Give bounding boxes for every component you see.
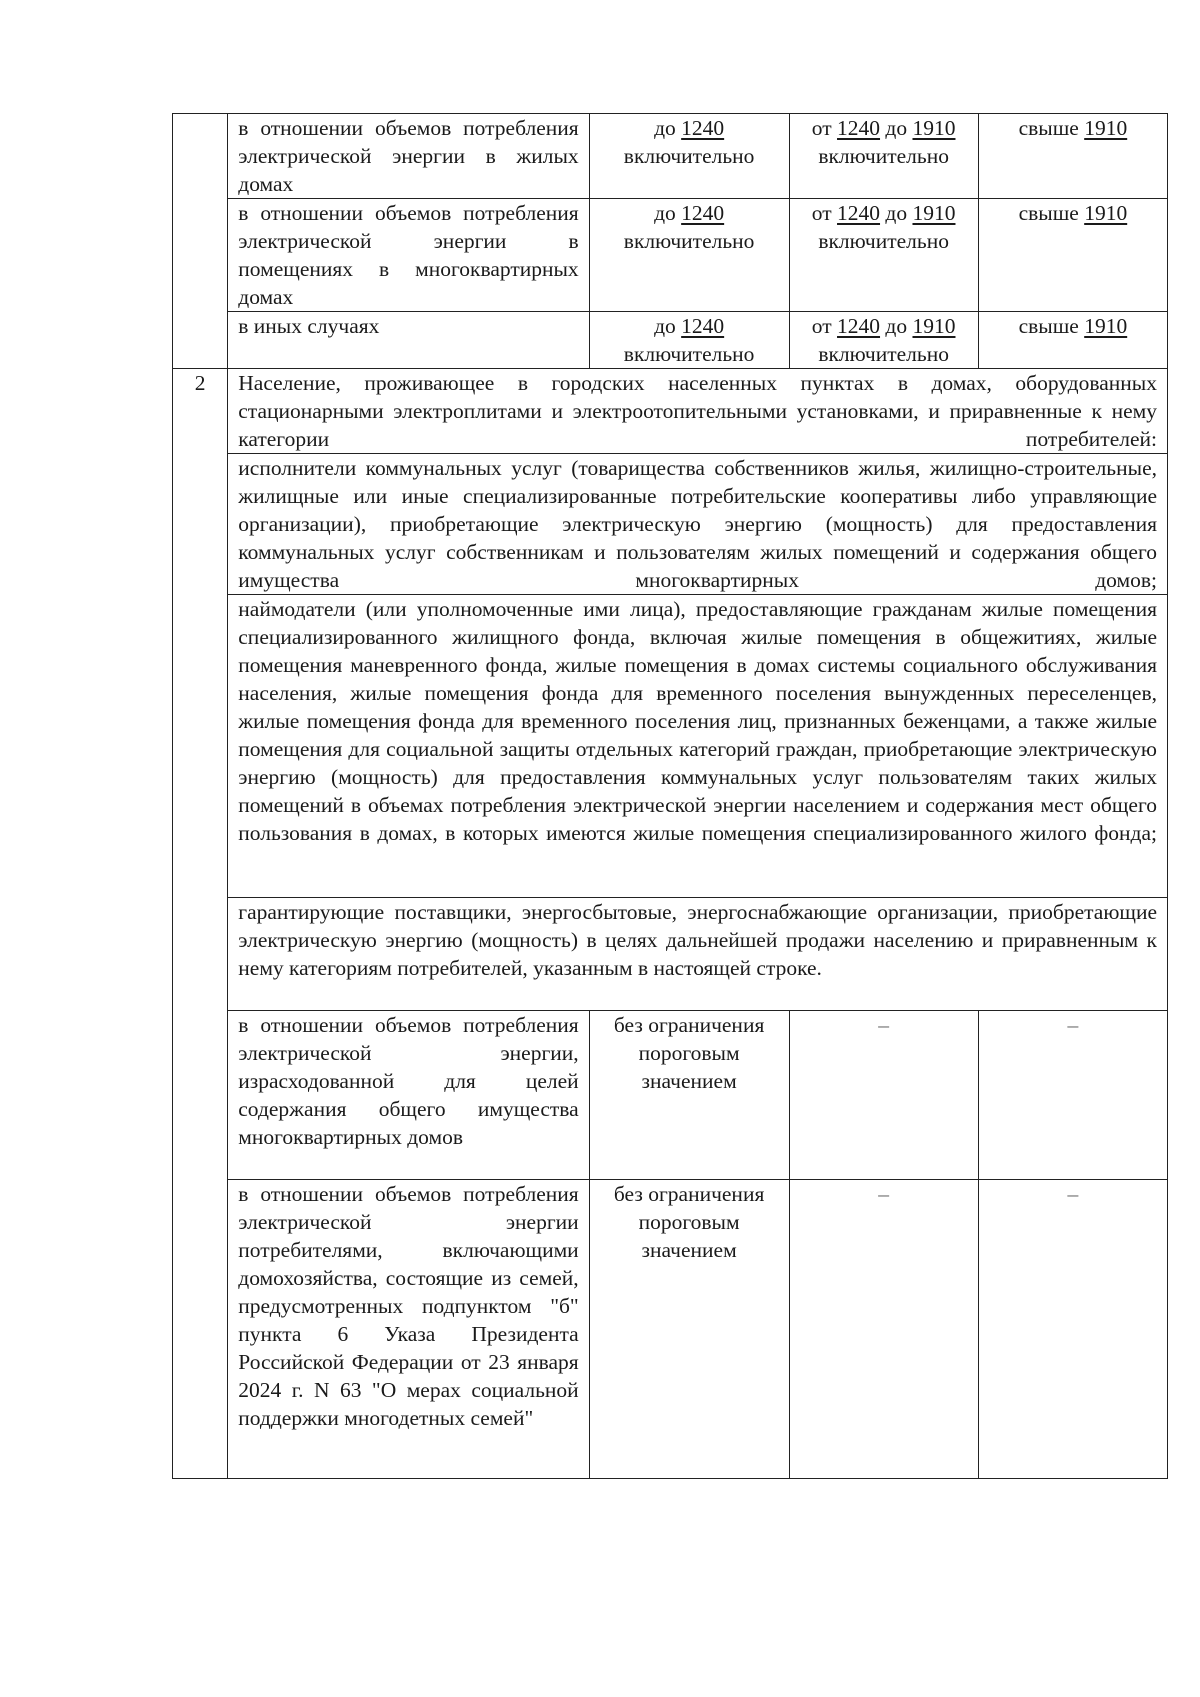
category-paragraph: исполнители коммунальных услуг (товарищества собственников жилья, жилищно-строительные, жилищные или иные специализированные потребительские кооперативы либо управляющие организации), приобретающие электрическую энергию (мощность) для предоставления коммунальных услуг собственникам и пользователям жилых помещений и содержания общего имущества многоквартирных домов; [228, 454, 1168, 595]
table-row [173, 199, 1168, 312]
threshold-high-cell: свыше 1910 [978, 199, 1167, 312]
threshold-mid-cell: от 1240 до 1910 включительно [789, 312, 978, 369]
table-row [173, 1011, 1168, 1180]
table-row [173, 595, 1168, 898]
table-row [173, 312, 1168, 369]
threshold-link[interactable]: 1910 [1084, 201, 1128, 225]
threshold-low-cell: без ограничения пороговым значением [589, 1011, 789, 1180]
threshold-link[interactable]: 1240 [681, 116, 725, 140]
threshold-low-cell: до 1240 включительно [589, 114, 789, 199]
table-row [173, 369, 1168, 454]
threshold-link[interactable]: 1910 [1084, 116, 1128, 140]
table-row [173, 454, 1168, 595]
threshold-low-cell: до 1240 включительно [589, 312, 789, 369]
threshold-link[interactable]: 1240 [837, 116, 881, 140]
tariff-table [172, 113, 1168, 1479]
threshold-mid-cell: от 1240 до 1910 включительно [789, 114, 978, 199]
threshold-mid-cell: – [789, 1180, 978, 1479]
table-row [173, 898, 1168, 1011]
row-number-cell [173, 114, 228, 369]
condition-cell: в отношении объемов потребления электрической энергии в жилых домах [228, 114, 589, 199]
threshold-mid-cell: – [789, 1011, 978, 1180]
threshold-link[interactable]: 1240 [837, 314, 881, 338]
condition-cell: в отношении объемов потребления электрической энергии, израсходованной для целей содержания общего имущества многоквартирных домов [228, 1011, 589, 1180]
threshold-link[interactable]: 1910 [912, 314, 956, 338]
category-paragraph: наймодатели (или уполномоченные ими лица), предоставляющие гражданам жилые помещения специализированного жилищного фонда, включая жилые помещения в общежитиях, жилые помещения маневренного фонда, жилые помещения в домах системы социального обслуживания населения, жилые помещения фонда для временного поселения вынужденных переселенцев, жилые помещения фонда для временного поселения лиц, признанных беженцами, а также жилые помещения для социальной защиты отдельных категорий граждан, приобретающие электрическую энергию (мощность) для предоставления коммунальных услуг пользователям таких жилых помещений в объемах потребления электрической энергии населением и содержания мест общего пользования в домах, в которых имеются жилые помещения специализированного жилого фонда; [228, 595, 1168, 898]
row-number-cell: 2 [173, 369, 228, 1479]
threshold-link[interactable]: 1910 [912, 201, 956, 225]
threshold-link[interactable]: 1910 [1084, 314, 1128, 338]
threshold-high-cell: свыше 1910 [978, 114, 1167, 199]
threshold-link[interactable]: 1240 [681, 314, 725, 338]
condition-cell: в иных случаях [228, 312, 589, 369]
threshold-low-cell: без ограничения пороговым значением [589, 1180, 789, 1479]
threshold-high-cell: свыше 1910 [978, 312, 1167, 369]
threshold-link[interactable]: 1240 [837, 201, 881, 225]
threshold-link[interactable]: 1240 [681, 201, 725, 225]
category-paragraph: гарантирующие поставщики, энергосбытовые, энергоснабжающие организации, приобретающие электрическую энергию (мощность) в целях дальнейшей продажи населению и приравненным к нему категориям потребителей, указанным в настоящей строке. [228, 898, 1168, 1011]
category-heading: Население, проживающее в городских населенных пунктах в домах, оборудованных стационарными электроплитами и электроотопительными установками, и приравненные к нему категории потребителей: [228, 369, 1168, 454]
threshold-link[interactable]: 1910 [912, 116, 956, 140]
threshold-high-cell: – [978, 1180, 1167, 1479]
threshold-mid-cell: от 1240 до 1910 включительно [789, 199, 978, 312]
threshold-high-cell: – [978, 1011, 1167, 1180]
condition-cell: в отношении объемов потребления электрической энергии в помещениях в многоквартирных домах [228, 199, 589, 312]
threshold-low-cell: до 1240 включительно [589, 199, 789, 312]
table-row [173, 1180, 1168, 1479]
table-row [173, 114, 1168, 199]
condition-cell: в отношении объемов потребления электрической энергии потребителями, включающими домохозяйства, состоящие из семей, предусмотренных подпунктом "б" пункта 6 Указа Президента Российской Федерации от 23 января 2024 г. N 63 "О мерах социальной поддержки многодетных семей" [228, 1180, 589, 1479]
